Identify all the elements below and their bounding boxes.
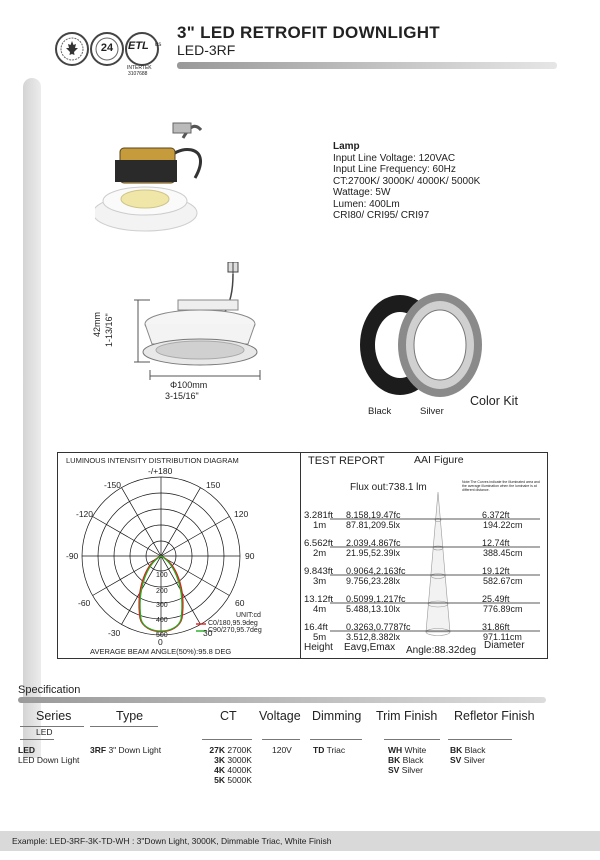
radial-label: 500 (156, 632, 168, 639)
column-series: Series (36, 709, 72, 723)
ct-option: 27K 2700K (209, 745, 252, 755)
test-row-dft: 25.49ft (482, 594, 510, 604)
column-reflector: Refletor Finish (454, 709, 535, 723)
lamp-spec-line: Input Line Frequency: 60Hz (333, 164, 456, 175)
example-text: Example: LED-3RF-3K-TD-WH : 3"Down Light, 3000K, Dimmable Triac, White Finish (12, 836, 332, 846)
angle-label: 120 (234, 509, 249, 519)
polar-chart-footer: AVERAGE BEAM ANGLE(50%):95.8 DEG (90, 647, 232, 656)
series-desc: LED Down Light (18, 755, 80, 765)
lamp-spec-line: CRI80/ CRI95/ CRI97 (333, 210, 430, 221)
test-row-m: 1m (313, 520, 327, 531)
test-row-m: 4m (313, 604, 327, 615)
ct-option: 3K 3000K (214, 755, 252, 765)
reflector-option: BK Black (450, 745, 486, 755)
voltage-underline (262, 739, 300, 740)
test-row-fc: 8.158,19.47fc (346, 510, 401, 520)
legend-c0: C0/180,95.9deg (208, 620, 258, 627)
type-option (90, 745, 161, 755)
dimension-drawing (92, 262, 275, 402)
product-photo (95, 118, 310, 248)
test-row-ft: 6.562ft (304, 538, 334, 549)
column-dimming: Dimming (312, 709, 362, 723)
series-code: LED (18, 745, 35, 755)
test-row-fc: 0.3263,0.7787fc (346, 622, 411, 632)
model-number: LED-3RF (177, 42, 236, 58)
ct-option: 5K 5000K (214, 775, 252, 785)
specification-rule (18, 697, 546, 703)
lamp-specs (333, 141, 480, 222)
angle-label: -120 (76, 509, 94, 519)
etl-cert-text: INTERTEK (127, 65, 152, 71)
type-desc: 3" Down Light (108, 745, 162, 755)
etl-cert-number: 3107688 (128, 71, 148, 77)
series-option (18, 745, 79, 765)
type-code: 3RF (90, 745, 107, 755)
dimming-code: TD (313, 745, 325, 755)
column-voltage: Voltage (259, 709, 301, 723)
ct-option: 4K 4000K (214, 765, 252, 775)
series-sub-underline (20, 739, 54, 740)
test-row-dcm: 582.67cm (483, 576, 523, 586)
column-ct: CT (220, 709, 237, 723)
width-mm-label: Φ100mm (170, 380, 208, 390)
angle-label: 30 (203, 628, 213, 638)
dimming-option (313, 745, 345, 755)
height-in-label: 1-13/16" (104, 313, 114, 347)
etl-logo: ETL us INTERTEK 3107688 (125, 32, 159, 74)
test-row-m: 2m (313, 548, 327, 559)
footer-diameter: Diameter (484, 640, 525, 651)
test-row-ft: 3.281ft (304, 510, 334, 521)
test-row-dft: 19.12ft (482, 566, 510, 576)
ct-options (207, 745, 252, 785)
radial-label: 200 (156, 588, 168, 595)
legend-c90: C90/270,95.7deg (208, 627, 262, 634)
trim-options (388, 745, 426, 775)
footer-eavg: Eavg,Emax (344, 642, 396, 653)
lamp-spec-line: Wattage: 5W (333, 187, 391, 198)
specification-heading: Specification (18, 684, 81, 696)
color-kit-image (350, 290, 490, 405)
reflector-option: SV Silver (450, 755, 485, 765)
test-row-dft: 12.74ft (482, 538, 510, 548)
legend-unit: UNIT:cd (236, 612, 261, 619)
column-trim: Trim Finish (376, 709, 438, 723)
test-row-dcm: 194.22cm (483, 520, 523, 530)
angle-label: 90 (245, 551, 255, 561)
voltage-value: 120V (272, 745, 292, 755)
radial-label: 100 (156, 572, 168, 579)
test-row-fc: 0.9064,2.163fc (346, 566, 406, 576)
dimming-desc: Triac (326, 745, 346, 755)
test-row-fc: 2.039,4.867fc (346, 538, 401, 548)
lamp-spec-line: CT:2700K/ 3000K/ 4000K/ 5000K (333, 175, 481, 187)
test-row-dcm: 388.45cm (483, 548, 523, 558)
test-row-lx: 5.488,13.10lx (346, 604, 401, 614)
page-title: 3" LED RETROFIT DOWNLIGHT (177, 23, 440, 42)
test-row-lx: 9.756,23.28lx (346, 576, 401, 586)
color-kit-black-label: Black (368, 406, 392, 417)
height-mm-label: 42mm (92, 311, 102, 337)
angle-label: -90 (66, 551, 79, 561)
trim-option: SV Silver (388, 765, 423, 775)
example-footer (0, 831, 600, 851)
radial-label: 400 (156, 617, 168, 624)
test-row-m: 5m (313, 632, 327, 643)
test-report-title: TEST REPORT (308, 455, 385, 467)
aai-figure-title: AAI Figure (414, 454, 464, 466)
angle-label: -150 (104, 480, 122, 490)
test-row-dft: 31.86ft (482, 622, 510, 632)
angle-label: 0 (158, 637, 163, 647)
angle-label: -/+180 (148, 466, 173, 476)
reflector-underline (448, 739, 512, 740)
footer-height: Height (304, 642, 333, 653)
test-row-lx: 87.81,209.5lx (346, 520, 401, 530)
title-underline (177, 62, 557, 69)
angle-label: -30 (108, 628, 121, 638)
test-row-m: 3m (313, 576, 327, 587)
trim-option: BK Black (388, 755, 424, 765)
angle-label: 150 (206, 480, 221, 490)
etl-us-text: us (155, 42, 162, 48)
test-row-lx: 21.95,52.39lx (346, 548, 401, 558)
column-type: Type (116, 709, 144, 723)
color-kit-silver-label: Silver (420, 406, 444, 417)
maple-leaf-certification-icon (55, 32, 89, 66)
radial-label: 300 (156, 602, 168, 609)
24-hour-badge-icon (90, 32, 124, 66)
reflector-options (450, 745, 485, 765)
width-in-label: 3-15/16" (165, 391, 199, 401)
trim-underline (384, 739, 440, 740)
dimming-underline (310, 739, 362, 740)
polar-chart-title: LUMINOUS INTENSITY DISTRIBUTION DIAGRAM (66, 456, 239, 465)
test-row-ft: 13.12ft (304, 594, 334, 605)
lamp-heading: Lamp (333, 141, 360, 152)
ct-underline (202, 739, 252, 740)
type-underline (90, 726, 158, 727)
test-report-note: Note:The Curves indicate the illuminated area and the average illumination when the luminaire is at different distance. (462, 480, 540, 492)
footer-angle: Angle:88.32deg (406, 645, 477, 656)
flux-out: Flux out:738.1 lm (350, 482, 427, 493)
sidebar-bar (23, 78, 41, 758)
test-row-lx: 3.512,8.382lx (346, 632, 401, 642)
test-row-dcm: 776.89cm (483, 604, 523, 614)
test-row-ft: 9.843ft (304, 566, 334, 577)
panel-divider (300, 452, 301, 658)
lamp-spec-line: Input Line Voltage: 120VAC (333, 152, 456, 164)
test-row-dcm: 971.11cm (483, 632, 522, 642)
angle-label: 60 (235, 598, 245, 608)
series-sub: LED (36, 727, 53, 737)
test-row-dft: 6.372ft (482, 510, 510, 520)
test-row-fc: 0.5099,1.217fc (346, 594, 406, 604)
lamp-spec-line: Lumen: 400Lm (333, 198, 400, 210)
badge-24-text: 24 (100, 42, 114, 54)
color-kit-title: Color Kit (470, 394, 518, 408)
test-row-ft: 16.4ft (304, 622, 328, 633)
trim-option: WH White (388, 745, 427, 755)
angle-label: -60 (78, 598, 91, 608)
